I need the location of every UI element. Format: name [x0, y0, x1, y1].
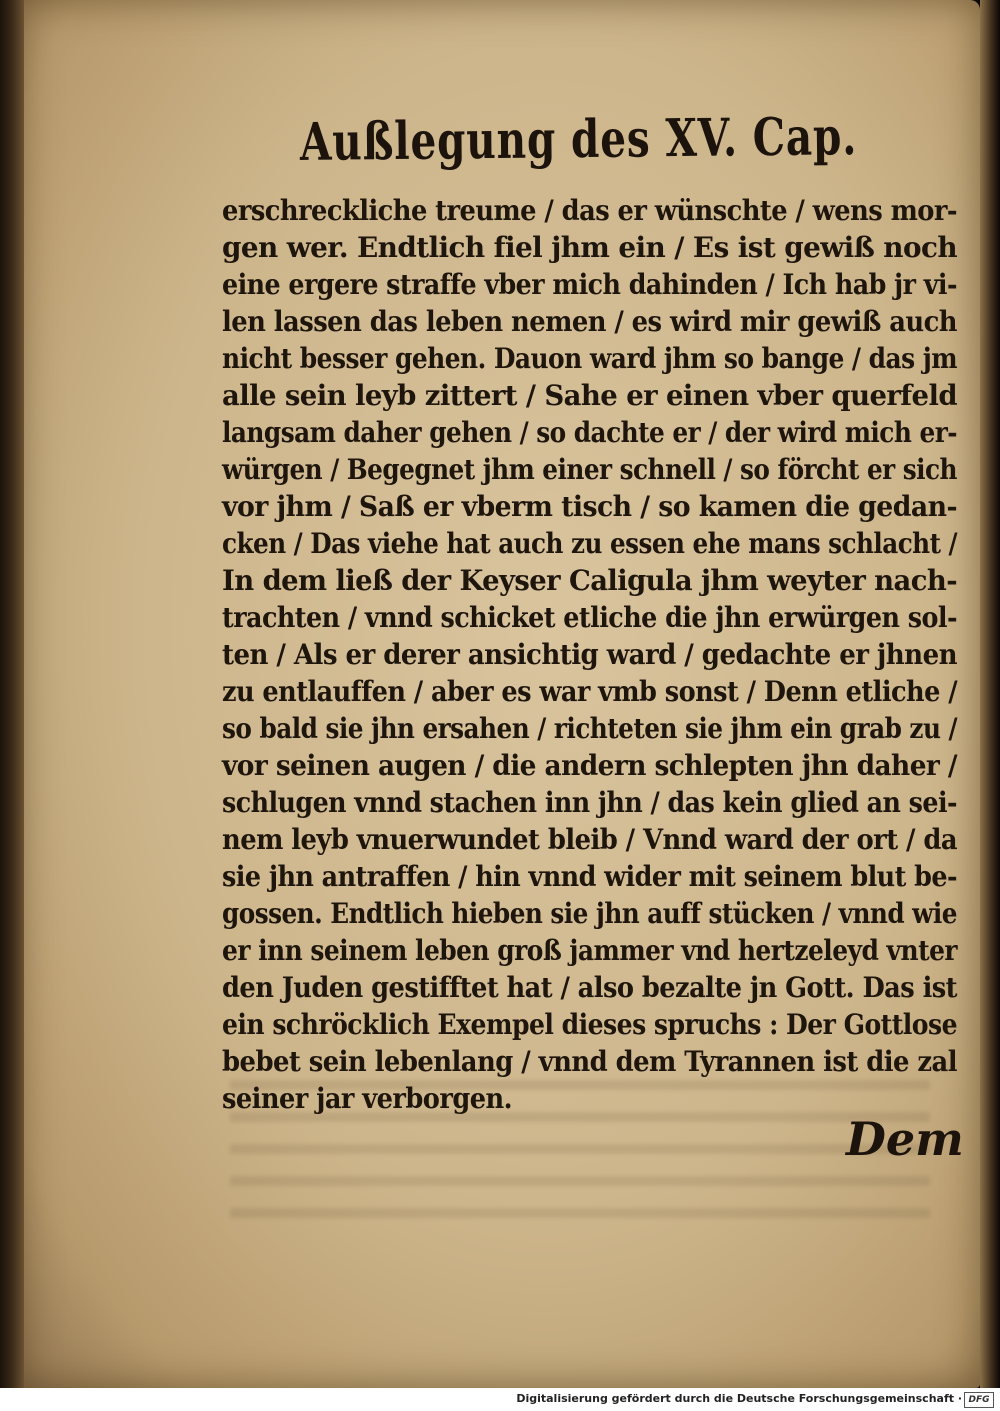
text-line: alle sein leyb zittert / Sahe er einen vber querfeld: [222, 379, 957, 412]
text-line: nem leyb vnuerwundet bleib / Vnnd ward der ort / da: [222, 823, 957, 856]
page-edge: [980, 0, 1000, 1390]
text-line: den Juden gestifftet hat / also bezalte jn Gott. Das ist: [222, 971, 957, 1004]
text-line: trachten / vnnd schicket etliche die jhn erwürgen sol-: [222, 601, 957, 634]
text-line: nicht besser gehen. Dauon ward jhm so bange / das jm: [222, 342, 957, 375]
text-line: erschreckliche treume / das er wünschte / wens mor-: [222, 194, 957, 227]
text-line: er inn seinem leben groß jammer vnd hertzeleyd vnter: [222, 934, 957, 967]
text-line: ten / Als er derer ansichtig ward / gedachte er jhnen: [222, 638, 957, 671]
text-line: schlugen vnnd stachen inn jhn / das kein glied an sei-: [222, 786, 957, 819]
text-line: langsam daher gehen / so dachte er / der wird mich er-: [222, 416, 957, 449]
text-line: zu entlauffen / aber es war vmb sonst / Denn etliche /: [222, 675, 957, 708]
running-header: Außlegung des XV. Cap.: [299, 106, 858, 173]
text-line: cken / Das viehe hat auch zu essen ehe mans schlacht /: [222, 527, 957, 560]
body-text: [222, 192, 962, 1117]
text-line: gen wer. Endtlich fiel jhm ein / Es ist gewiß noch: [222, 231, 957, 264]
text-line: so bald sie jhn ersahen / richteten sie jhm ein grab zu /: [222, 712, 957, 745]
text-line: vor jhm / Saß er vberm tisch / so kamen die gedan-: [222, 490, 957, 523]
catchword: Dem: [846, 1112, 964, 1166]
text-line: seiner jar verborgen.: [222, 1082, 512, 1115]
text-line: In dem ließ der Keyser Caligula jhm weyter nach-: [222, 564, 957, 597]
text-line: eine ergere straffe vber mich dahinden / Ich hab jr vi-: [222, 268, 957, 301]
footer-credit: Digitalisierung gefördert durch die Deutsche Forschungsgemeinschaft ·: [516, 1392, 962, 1405]
text-line: gossen. Endtlich hieben sie jhn auff stücken / vnnd wie: [222, 897, 957, 930]
text-line: bebet sein lebenlang / vnnd dem Tyrannen ist die zal: [222, 1045, 957, 1078]
book-spine: [0, 0, 24, 1388]
text-line: ein schröcklich Exempel dieses spruchs : Der Gottlose: [222, 1008, 957, 1041]
text-line: würgen / Begegnet jhm einer schnell / so förcht er sich: [222, 453, 957, 486]
dfg-logo-icon: DFG: [964, 1392, 994, 1408]
text-line: sie jhn antraffen / hin vnnd wider mit seinem blut be-: [222, 860, 957, 893]
footer-bar: [0, 1388, 1000, 1411]
text-line: vor seinen augen / die andern schlepten jhn daher /: [222, 749, 957, 782]
text-line: len lassen das leben nemen / es wird mir gewiß auch: [222, 305, 957, 338]
